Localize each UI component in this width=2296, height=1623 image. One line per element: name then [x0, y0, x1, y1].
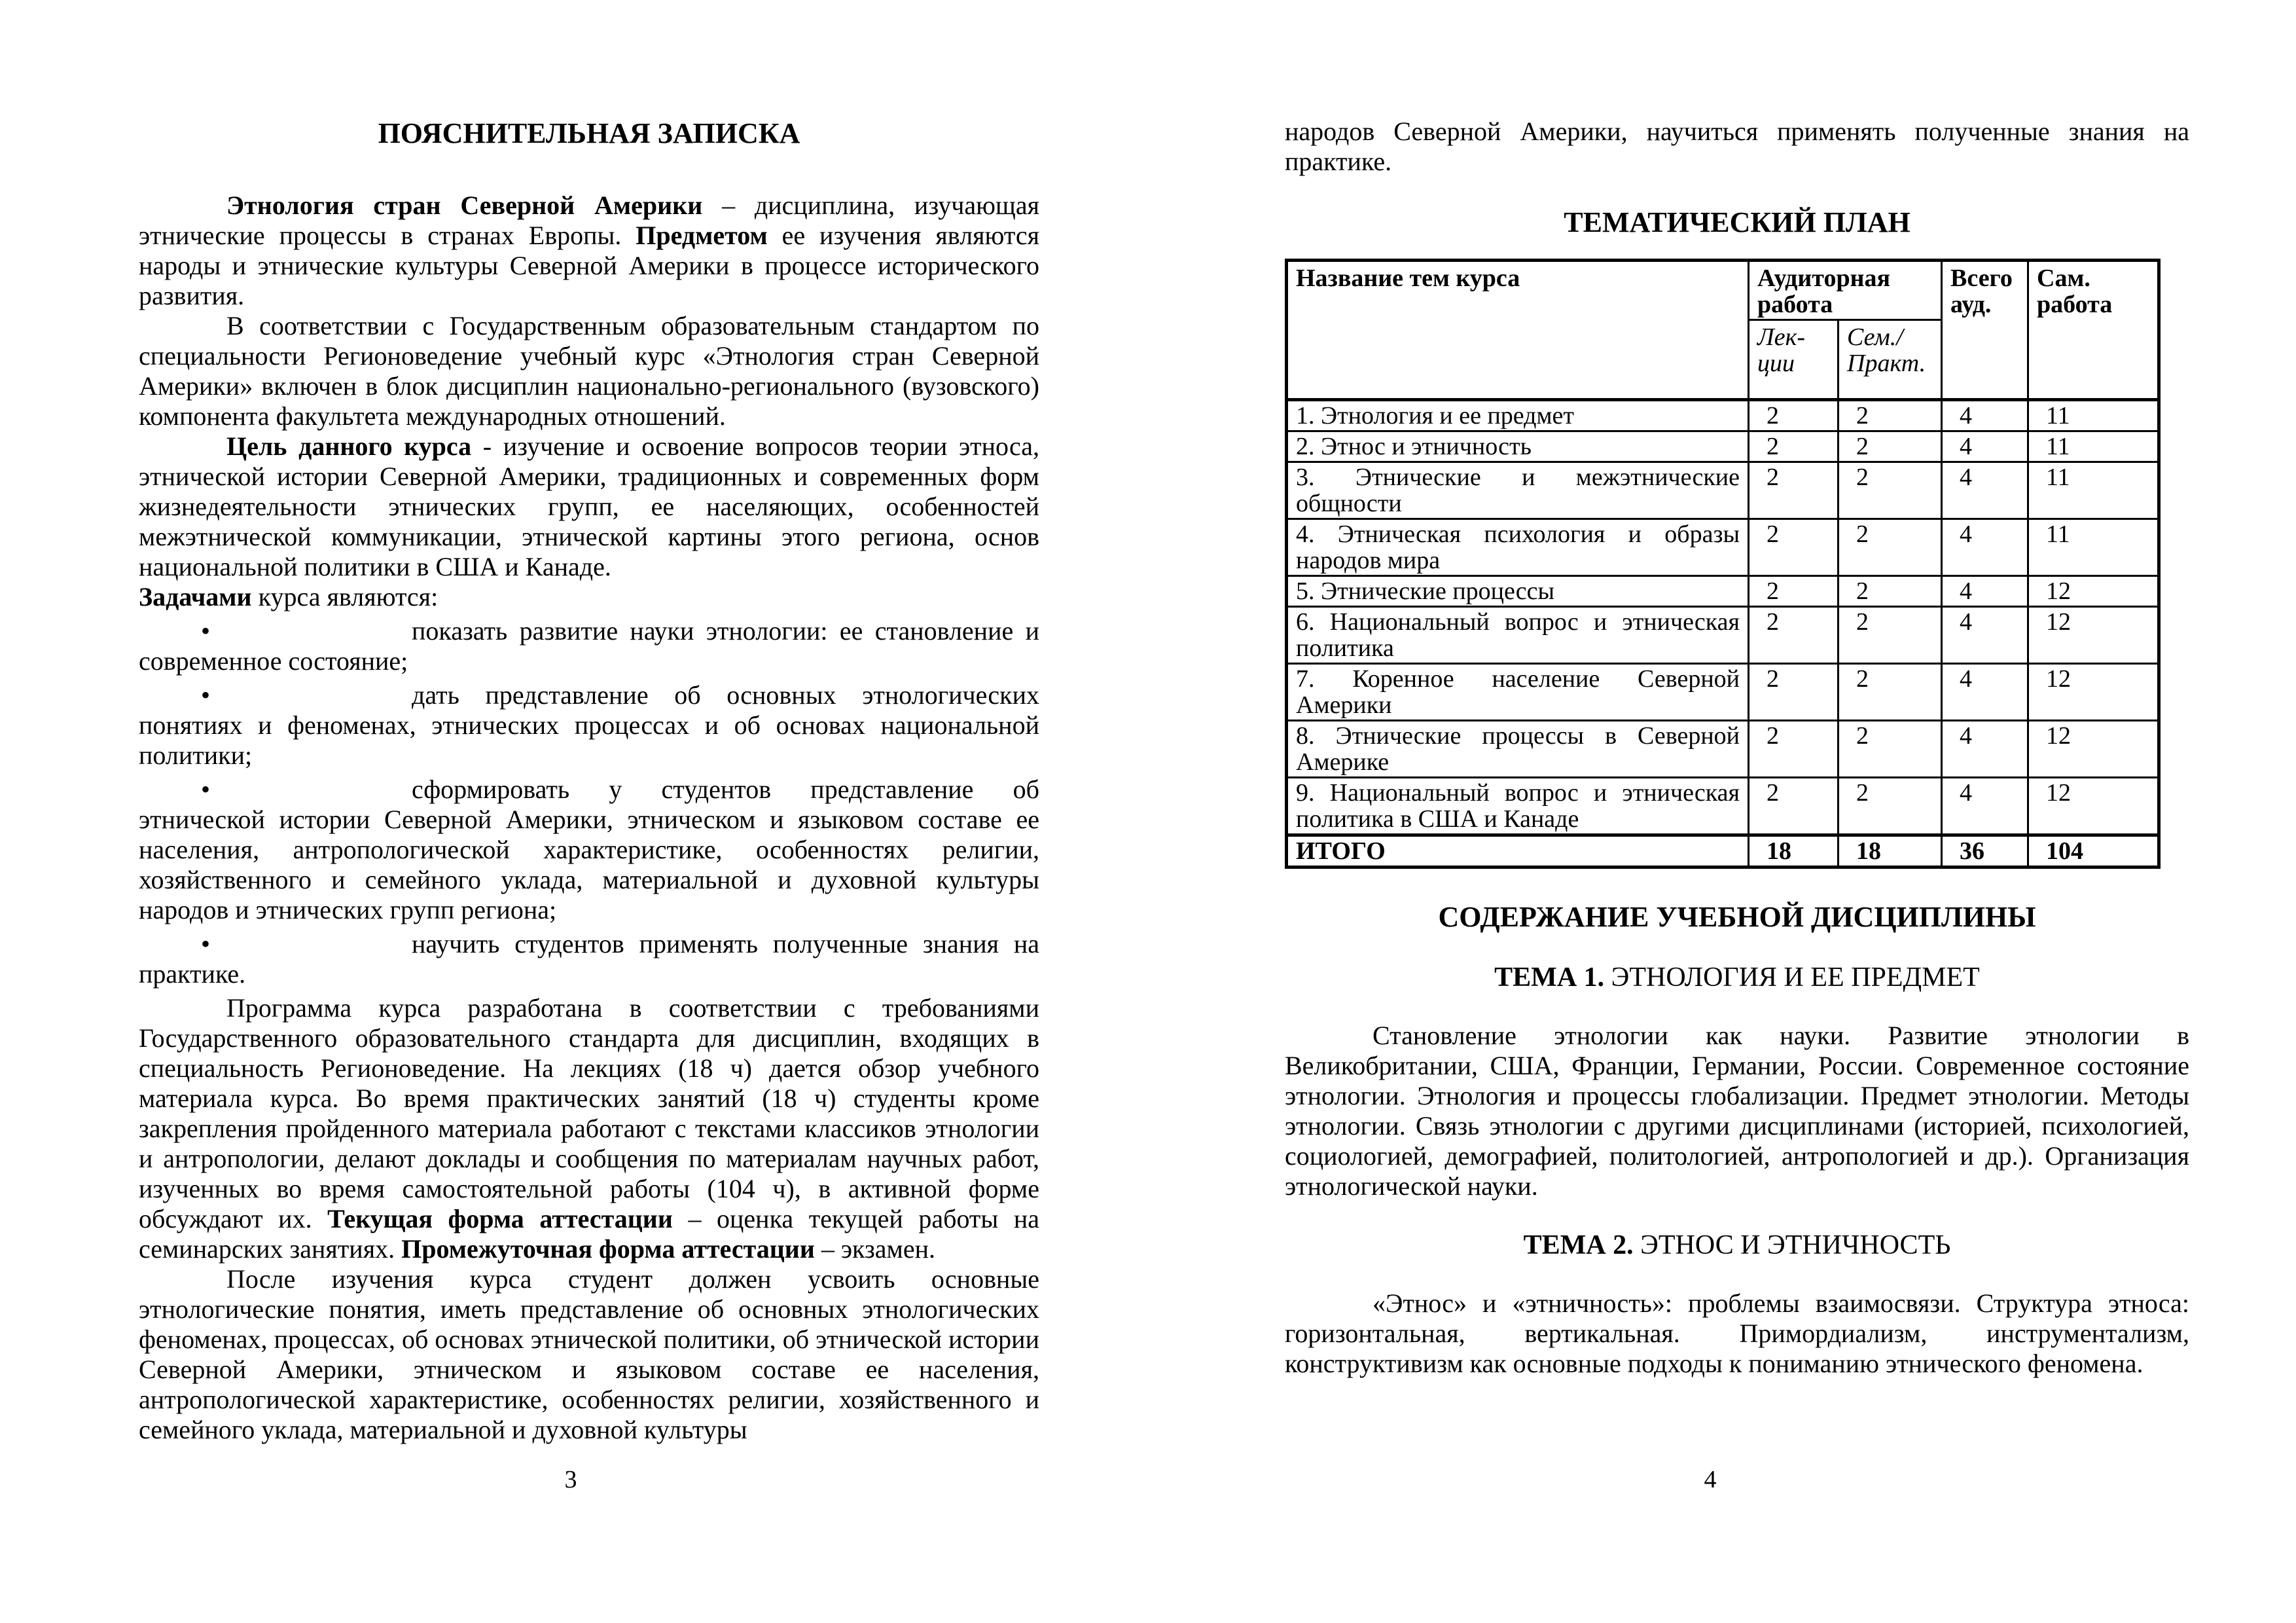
lectures-cell: 2: [1749, 607, 1839, 664]
text-run: научить студентов применять полученные знания на практике.: [139, 929, 1039, 989]
bullet-icon: •: [201, 775, 211, 804]
theme-2-name: ЭТНОС И ЭТНИЧНОСТЬ: [1640, 1230, 1951, 1260]
seminars-cell: 2: [1839, 462, 1942, 519]
theme-1-label: ТЕМА 1.: [1494, 962, 1605, 993]
text-run: дать представление об основных этнологических понятиях и феноменах, этнических процессах и об основах национальной политики;: [139, 680, 1039, 770]
table-body: [1287, 400, 2159, 867]
topic-cell: 7. Коренное население Северной Америки: [1287, 664, 1749, 721]
total-label-cell: ИТОГО: [1287, 835, 1749, 867]
page-4: [1285, 117, 2189, 1379]
topic-cell: 3. Этнические и межэтнические общности: [1287, 462, 1749, 519]
lectures-cell: 2: [1749, 778, 1839, 835]
bullet-item: [139, 775, 1039, 925]
text-run: народов Северной Америки, научиться применять полученные знания на практике.: [1285, 117, 2189, 176]
topic-cell: 5. Этнические процессы: [1287, 576, 1749, 607]
bullet-icon: •: [201, 680, 211, 710]
col-header-classroom-work: Аудиторная работа: [1749, 261, 1942, 320]
seminars-cell: 2: [1839, 431, 1942, 462]
continuation-paragraph: [1285, 117, 2189, 177]
paragraph: [139, 311, 1039, 431]
seminars-cell: 2: [1839, 664, 1942, 721]
col-header-seminars: Сем./ Практ.: [1839, 320, 1942, 400]
text-run: - изучение и освоение вопросов теории этноса, этнической истории Северной Америки, традиционных и современных форм жизнедеятельности этнических групп, ее населяющих, особенностей межэтнической коммуникации, этнической картины этого региона, основ национальной политики в США и Канаде.: [139, 431, 1040, 581]
seminars-cell: 2: [1839, 778, 1942, 835]
self-work-cell: 11: [2028, 519, 2159, 576]
table-row: [1287, 778, 2159, 835]
total-cell: 4: [1942, 431, 2028, 462]
table-row: [1287, 664, 2159, 721]
self-work-cell: 12: [2028, 576, 2159, 607]
topic-cell: 6. Национальный вопрос и этническая политика: [1287, 607, 1749, 664]
table-row: [1287, 462, 2159, 519]
table-row: [1287, 721, 2159, 778]
content-section-title: СОДЕРЖАНИЕ УЧЕБНОЙ ДИСЦИПЛИНЫ: [1438, 901, 2036, 933]
text-run: – экзамен.: [814, 1234, 935, 1264]
paragraph: [139, 582, 1039, 612]
bullet-item: [139, 929, 1039, 989]
topic-cell: 1. Этнология и ее предмет: [1287, 400, 1749, 431]
topic-cell: 2. Этнос и этничность: [1287, 431, 1749, 462]
total-seminars-cell: 18: [1839, 835, 1942, 867]
self-work-cell: 11: [2028, 431, 2159, 462]
theme-1-title: [1285, 961, 2189, 994]
theme-2-title: [1285, 1229, 2189, 1262]
table-header: [1287, 261, 2159, 400]
bullet-icon: •: [201, 616, 211, 646]
col-header-lectures: Лек- ции: [1749, 320, 1839, 400]
topic-cell: 9. Национальный вопрос и этническая политика в США и Канаде: [1287, 778, 1749, 835]
bold-run: Этнология стран Северной Америки: [226, 191, 703, 220]
table-row: [1287, 519, 2159, 576]
text-run: курса являются:: [251, 582, 439, 611]
bold-run: Промежуточная форма аттестации: [401, 1234, 815, 1264]
page-3: [139, 117, 1039, 1445]
text-run: Программа курса разработана в соответствии с требованиями Государственного образовательного стандарта для дисциплин, входящих в специальность Регионоведение. На лекциях (18 ч) дается обзор учебного материала курса. Во время практических занятий (18 ч) студенты кроме закрепления пройденного материала работают с текстами классиков этнологии и антропологии, делают доклады и сообщения по материалам научных работ, изученных во время самостоятельной работы (104 ч), в активной форме обсуждают их.: [139, 993, 1039, 1233]
text-run: После изучения курса студент должен усвоить основные этнологические понятия, иметь представление об основных этнологических феноменах, процессах, об основах этнической политики, об этнической истории Северной Америки, этническом и языковом составе ее населения, антропологической характеристике, особенностях религии, хозяйственного и семейного уклада, материальной и духовной культуры: [139, 1264, 1039, 1444]
page-number-3: 3: [564, 1466, 577, 1493]
bullet-item: [139, 616, 1039, 676]
seminars-cell: 2: [1839, 721, 1942, 778]
topic-cell: 8. Этнические процессы в Северной Америке: [1287, 721, 1749, 778]
bold-run: Задачами: [139, 582, 252, 611]
lectures-cell: 2: [1749, 519, 1839, 576]
lectures-cell: 2: [1749, 462, 1839, 519]
total-row: [1287, 835, 2159, 867]
self-work-cell: 12: [2028, 664, 2159, 721]
total-cell: 4: [1942, 576, 2028, 607]
table-row: [1287, 400, 2159, 431]
self-work-cell: 12: [2028, 721, 2159, 778]
bold-run: Текущая форма аттестации: [327, 1204, 673, 1233]
total-self-work-cell: 104: [2028, 835, 2159, 867]
total-cell: 4: [1942, 519, 2028, 576]
bullet-item: [139, 680, 1039, 771]
theme-1-name: ЭТНОЛОГИЯ И ЕЕ ПРЕДМЕТ: [1611, 962, 1980, 993]
paragraph: [139, 993, 1039, 1264]
left-page-text: [139, 191, 1039, 1445]
seminars-cell: 2: [1839, 519, 1942, 576]
left-page-title: ПОЯСНИТЕЛЬНАЯ ЗАПИСКА: [378, 117, 800, 149]
page-number-4: 4: [1704, 1466, 1717, 1493]
text-run: В соответствии с Государственным образовательным стандартом по специальности Регионоведение учебный курс «Этнология стран Северной Америки» включен в блок дисциплин национально-регионального (вузовского) компонента факультета международных отношений.: [139, 311, 1039, 431]
table-row: [1287, 576, 2159, 607]
header-row: [1287, 261, 2159, 320]
topic-cell: 4. Этническая психология и образы народов мира: [1287, 519, 1749, 576]
lectures-cell: 2: [1749, 664, 1839, 721]
total-cell: 4: [1942, 462, 2028, 519]
total-classroom-cell: 36: [1942, 835, 2028, 867]
total-cell: 4: [1942, 778, 2028, 835]
paragraph: [139, 191, 1039, 311]
text-run: показать развитие науки этнологии: ее становление и современное состояние;: [139, 616, 1039, 676]
theme-2-label: ТЕМА 2.: [1523, 1230, 1634, 1260]
lectures-cell: 2: [1749, 721, 1839, 778]
seminars-cell: 2: [1839, 400, 1942, 431]
col-header-total-classroom: Всего ауд.: [1942, 261, 2028, 400]
right-page-text: [1285, 117, 2189, 1379]
text-run: – оценка текущей работы на семинарских занятиях.: [139, 1204, 1039, 1264]
text-run: сформировать у студентов представление об этнической истории Северной Америки, этническом и языковом составе ее населения, антропологической характеристике, особенностях религии, хозяйственного и семейного уклада, материальной и духовной культуры народов и этнических групп региона;: [139, 775, 1039, 924]
table-row: [1287, 431, 2159, 462]
total-cell: 4: [1942, 721, 2028, 778]
total-cell: 4: [1942, 400, 2028, 431]
total-cell: 4: [1942, 607, 2028, 664]
self-work-cell: 12: [2028, 607, 2159, 664]
lectures-cell: 2: [1749, 400, 1839, 431]
theme-2-body: [1285, 1288, 2189, 1379]
table-row: [1287, 607, 2159, 664]
bold-run: Предметом: [636, 221, 768, 250]
text-run: – дисциплина, изучающая этнические процессы в странах Европы.: [139, 191, 1039, 250]
text-run: Становление этнологии как науки. Развитие этнологии в Великобритании, США, Франции, Германии, России. Современное состояние этнологии. Этнология и процессы глобализации. Предмет этнологии. Методы этнологии. Связь этнологии с другими дисциплинами (историей, психологией, социологией, демографией, политологией, антропологией и др.). Организация этнологической науки.: [1285, 1021, 2189, 1201]
paragraph: [139, 431, 1039, 582]
lectures-cell: 2: [1749, 576, 1839, 607]
col-header-self-work: Сам. работа: [2028, 261, 2159, 400]
text-run: «Этнос» и «этничность»: проблемы взаимосвязи. Структура этноса: горизонтальная, вертикальная. Примордиализм, инструментализм, конструктивизм как основные подходы к пониманию этнического феномена.: [1285, 1288, 2189, 1378]
total-cell: 4: [1942, 664, 2028, 721]
bold-run: Цель данного курса: [226, 431, 472, 461]
seminars-cell: 2: [1839, 576, 1942, 607]
bullet-icon: •: [201, 929, 211, 958]
paragraph: [139, 1264, 1039, 1445]
col-header-topics: Название тем курса: [1287, 261, 1749, 400]
self-work-cell: 11: [2028, 462, 2159, 519]
self-work-cell: 12: [2028, 778, 2159, 835]
self-work-cell: 11: [2028, 400, 2159, 431]
total-lectures-cell: 18: [1749, 835, 1839, 867]
seminars-cell: 2: [1839, 607, 1942, 664]
lectures-cell: 2: [1749, 431, 1839, 462]
text-run: ее изучения являются народы и этнические культуры Северной Америки в процессе исторического развития.: [139, 221, 1039, 310]
thematic-plan-table: [1285, 259, 2161, 869]
theme-1-body: [1285, 1021, 2189, 1201]
thematic-plan-title: ТЕМАТИЧЕСКИЙ ПЛАН: [1564, 206, 1910, 238]
